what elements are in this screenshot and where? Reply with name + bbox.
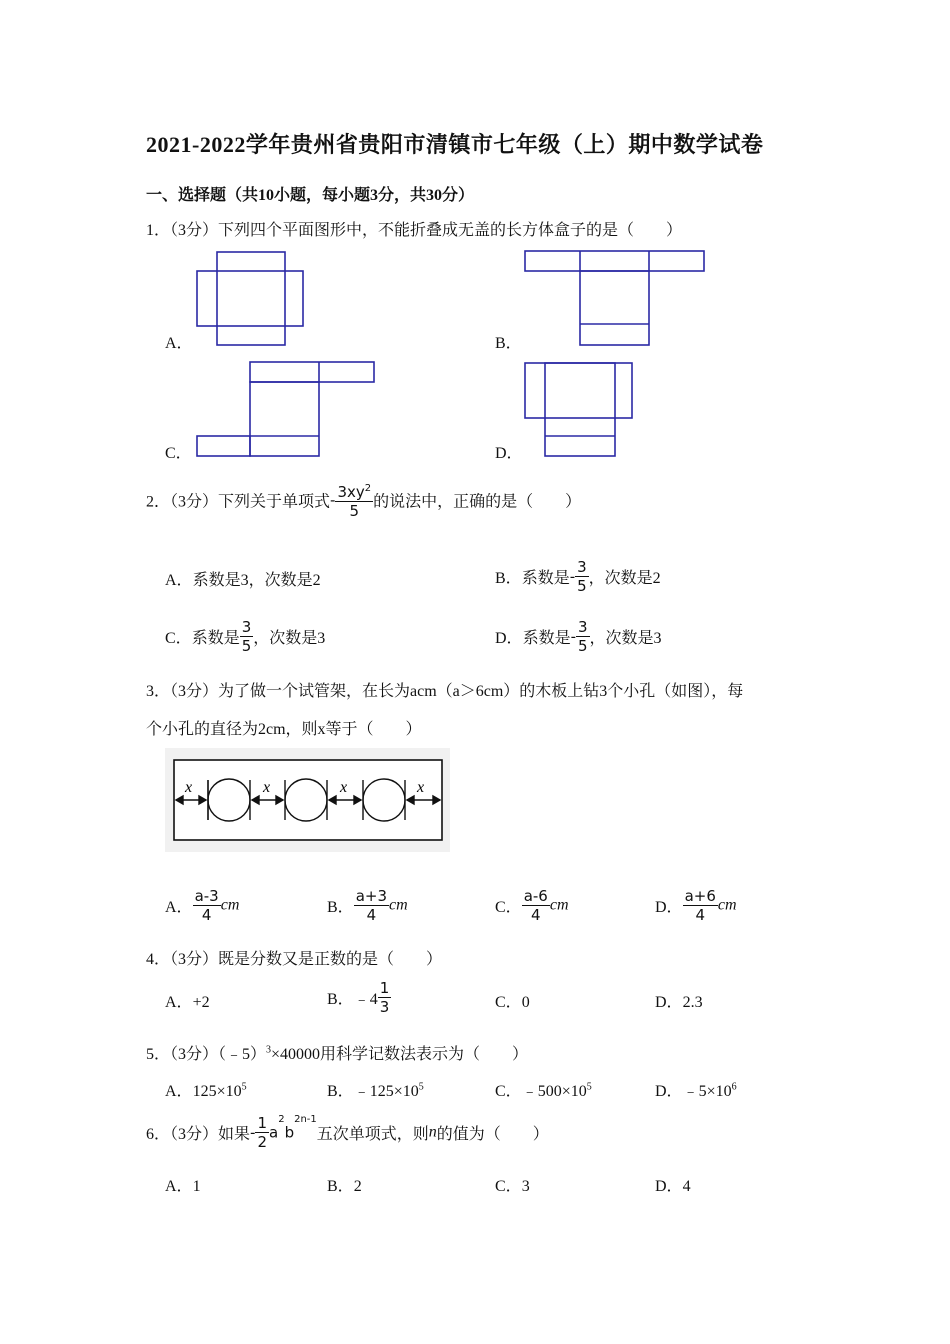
q2-option-b-label: B．	[495, 570, 522, 587]
q1-option-d-label: D．	[495, 445, 523, 462]
q2-monomial-denominator: 5	[349, 502, 360, 520]
q2-suffix: 的说法中，正确的是（ ）	[373, 493, 582, 511]
q3-option-a	[165, 887, 239, 924]
q4-option-b-numerator: 1	[379, 979, 390, 997]
q2-option-b-fraction	[575, 558, 589, 595]
q6-option-a-text: 1	[192, 1178, 201, 1195]
q5-option-d-base: ﹣5×10	[682, 1083, 732, 1100]
q5-option-b-label: B．	[327, 1083, 354, 1100]
q3-option-b-fraction	[354, 887, 389, 924]
q4-option-b-whole: ﹣4	[353, 991, 378, 1008]
q6-option-a-label: A．	[165, 1178, 193, 1195]
q3-x-label-3: x	[340, 779, 348, 796]
q5-option-a-exponent: 5	[241, 1081, 247, 1093]
q6-option-c	[495, 1173, 530, 1196]
q2-option-c-fraction	[240, 618, 254, 655]
q3-option-b	[327, 887, 408, 924]
q6-option-d	[655, 1173, 691, 1196]
q6-option-b-text: 2	[353, 1178, 362, 1195]
q4-option-a	[165, 989, 210, 1012]
q3-option-d-denominator: 4	[695, 906, 705, 924]
q1-figure-d	[524, 362, 636, 458]
q5-option-d-label: D．	[655, 1083, 683, 1100]
q4-option-d-text: 2.3	[682, 994, 703, 1011]
q3-option-a-denominator: 4	[201, 906, 212, 924]
q6-option-b	[327, 1173, 362, 1196]
q4-option-d-label: D．	[655, 994, 683, 1011]
q2-option-a	[165, 567, 321, 590]
q3-option-c	[495, 887, 569, 924]
q4-option-c-text: 0	[521, 994, 530, 1011]
q2-option-d-fraction	[576, 618, 590, 655]
q2-option-c-post: ，次数是3	[253, 630, 326, 647]
q5-option-b	[327, 1078, 424, 1101]
question-5-stem	[146, 1041, 528, 1064]
q6-variable-a: a	[268, 1123, 279, 1142]
q5-option-b-exponent: 5	[418, 1081, 424, 1093]
q3-test-tube-board-diagram	[165, 748, 450, 852]
q2-option-b-denominator: 5	[577, 577, 587, 595]
q2-option-b	[495, 558, 661, 595]
q3-option-b-unit: cm	[389, 896, 408, 914]
q6-b-exponent: 2n-1	[294, 1114, 317, 1126]
q5-option-c-exponent: 5	[586, 1081, 592, 1093]
q6-option-b-label: B．	[327, 1178, 354, 1195]
q3-option-d-numerator: a+6	[684, 887, 716, 905]
q4-option-b-denominator: 3	[379, 998, 390, 1016]
q3-option-b-label: B．	[327, 899, 354, 916]
q6-coefficient-denominator: 2	[257, 1133, 267, 1151]
question-2-stem	[146, 480, 581, 520]
q3-option-c-unit: cm	[549, 896, 569, 914]
q3-option-a-fraction	[193, 887, 221, 924]
q2-monomial-fraction	[335, 480, 373, 520]
q5-option-d	[655, 1078, 737, 1101]
q2-option-c-numerator: 3	[241, 618, 252, 636]
q1-figure-b	[524, 250, 706, 348]
q4-option-c-label: C．	[495, 994, 522, 1011]
q4-option-c	[495, 989, 530, 1012]
q3-option-c-label: C．	[495, 899, 522, 916]
q2-prefix: 2．（3分）下列关于单项式	[146, 493, 331, 511]
q5-option-a	[165, 1078, 247, 1101]
q3-option-c-fraction	[522, 887, 550, 924]
q6-suffix-a: 五次单项式，则	[316, 1126, 429, 1143]
q5-option-a-label: A．	[165, 1083, 193, 1100]
q3-x-label-1: x	[185, 779, 193, 796]
q1-option-c-label: C．	[165, 445, 192, 462]
question-1-stem: 1．（3分）下列四个平面图形中，不能折叠成无盖的长方体盒子的是（ ）	[146, 222, 683, 239]
q3-option-c-denominator: 4	[530, 906, 541, 924]
q4-option-b-fraction	[378, 979, 392, 1016]
q3-option-b-denominator: 4	[366, 906, 377, 924]
q5-option-a-base: 125×10	[192, 1083, 242, 1100]
q2-option-b-pre: 系数是	[521, 570, 570, 587]
q2-monomial-numerator: 3xy	[337, 483, 365, 501]
q5-option-d-exponent: 6	[731, 1081, 737, 1093]
q6-option-a	[165, 1173, 201, 1196]
q1-figure-a	[195, 250, 307, 348]
q2-option-b-post: ，次数是2	[588, 570, 661, 587]
q5-option-c	[495, 1078, 592, 1101]
q4-option-a-label: A．	[165, 994, 193, 1011]
q3-option-d-fraction	[683, 887, 718, 924]
q2-option-c-label: C．	[165, 630, 192, 647]
q6-variable-b: b	[284, 1123, 295, 1142]
q5-prefix: 5．（3分）（﹣5）	[146, 1046, 267, 1063]
q6-coefficient-numerator: 1	[257, 1114, 267, 1132]
q6-variable-n: n	[428, 1123, 437, 1141]
q3-option-c-numerator: a-6	[523, 887, 548, 905]
q5-option-c-label: C．	[495, 1083, 522, 1100]
q6-option-c-text: 3	[521, 1178, 530, 1195]
q4-option-d	[655, 989, 703, 1012]
q2-option-c	[165, 618, 325, 655]
question-6-stem	[146, 1114, 549, 1151]
q4-option-a-text: +2	[192, 994, 210, 1011]
section-heading: 一、选择题（共10小题，每小题3分，共30分）	[146, 187, 475, 204]
q6-prefix: 6．（3分）如果	[146, 1126, 251, 1143]
q2-option-d-minus: -	[570, 627, 576, 646]
q1-option-b-label: B．	[495, 335, 522, 352]
q2-option-c-pre: 系数是	[191, 630, 240, 647]
q2-minus-sign: -	[330, 491, 336, 509]
q2-option-a-text: 系数是3，次数是2	[192, 572, 321, 589]
q2-monomial-exponent: 2	[364, 483, 372, 494]
page-title: 2021-2022学年贵州省贵阳市清镇市七年级（上）期中数学试卷	[146, 132, 764, 157]
q2-option-b-numerator: 3	[577, 558, 587, 576]
q4-option-b-label: B．	[327, 991, 354, 1008]
q2-option-d-denominator: 5	[578, 637, 588, 655]
q6-option-d-label: D．	[655, 1178, 683, 1195]
q4-option-b	[327, 979, 391, 1016]
question-3-line-1: 3．（3分）为了做一个试管架，在长为acm（a＞6cm）的木板上钻3个小孔（如图），每	[146, 683, 744, 700]
q3-option-d-label: D．	[655, 899, 683, 916]
q6-a-exponent: 2	[278, 1114, 285, 1126]
q3-option-d	[655, 887, 737, 924]
q6-suffix-b: 的值为（ ）	[436, 1126, 549, 1143]
question-4-stem: 4．（3分）既是分数又是正数的是（ ）	[146, 951, 443, 968]
question-3-line-2: 个小孔的直径为2cm，则x等于（ ）	[146, 721, 422, 738]
q2-option-c-denominator: 5	[241, 637, 252, 655]
q1-figure-c	[196, 360, 378, 458]
q2-option-d-label: D．	[495, 630, 523, 647]
q3-option-b-numerator: a+3	[355, 887, 387, 905]
q2-option-d-pre: 系数是	[522, 630, 571, 647]
q6-minus-sign: -	[250, 1123, 256, 1142]
q5-option-c-base: ﹣500×10	[521, 1083, 587, 1100]
q3-x-label-2: x	[263, 779, 271, 796]
q2-option-b-minus: -	[569, 567, 576, 586]
q5-exponent: 3	[266, 1044, 272, 1056]
q1-option-a-label: A．	[165, 335, 193, 352]
q6-option-d-text: 4	[682, 1178, 691, 1195]
q2-option-d-post: ，次数是3	[589, 630, 662, 647]
q2-option-d	[495, 618, 662, 655]
q2-option-a-label: A．	[165, 572, 193, 589]
q5-option-b-base: ﹣125×10	[353, 1083, 419, 1100]
q6-option-c-label: C．	[495, 1178, 522, 1195]
q3-option-d-unit: cm	[717, 896, 737, 914]
q3-option-a-numerator: a-3	[194, 887, 219, 905]
q3-x-label-4: x	[417, 779, 425, 796]
q5-suffix: ×40000用科学记数法表示为（ ）	[271, 1046, 529, 1063]
q6-coefficient-fraction	[255, 1114, 269, 1151]
q2-option-d-numerator: 3	[578, 618, 588, 636]
q3-option-a-unit: cm	[220, 896, 240, 914]
q3-option-a-label: A．	[165, 899, 193, 916]
